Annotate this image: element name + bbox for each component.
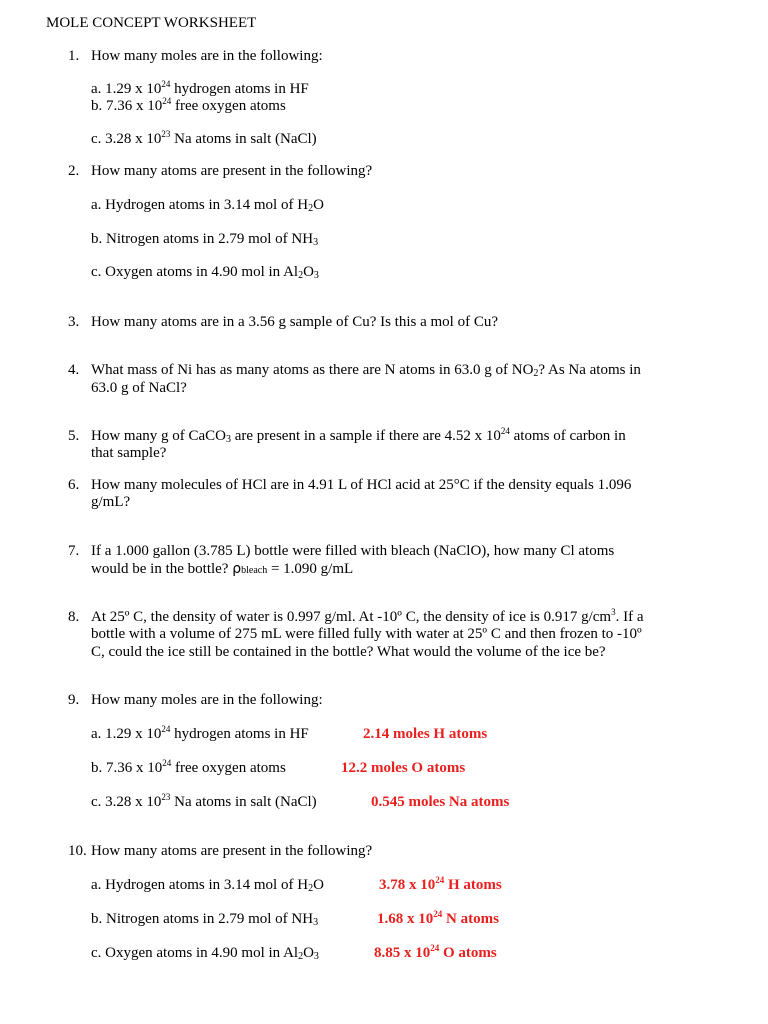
question-item-c: c. Oxygen atoms in 4.90 mol in $Al_2O_3$ — [91, 264, 319, 281]
question-item-c: c. 3.28 x $10^{23}$ Na atoms in salt (NaCl) — [91, 129, 317, 147]
answer-b: 1.68 x $10^{24}$ N atoms — [377, 909, 499, 927]
question-text: At 25º C, the density of water is 0.997 g/ml. At -10º C, the density of ice is 0.917 $g/cm^3$. If a — [91, 607, 644, 625]
rho-symbol: ρ — [232, 561, 242, 577]
question-text: How many atoms are present in the following? — [91, 163, 373, 179]
answer-b: 12.2 moles O atoms — [341, 760, 466, 776]
question-item-c: c. 3.28 x $10^{23}$ Na atoms in salt (NaCl) — [91, 792, 317, 810]
question-text: How many g of CaCO$_3$ are present in a sample if there are 4.52 x $10^{24}$ atoms of carbon in — [91, 426, 626, 445]
question-number: 2. — [68, 163, 80, 179]
question-item-a: a. Hydrogen atoms in 3.14 mol of $H_2O$ — [91, 197, 324, 214]
question-text-line-2: that sample? — [91, 445, 167, 461]
question-text-line-2: bottle with a volume of 275 mL were filled fully with water at 25º C and then frozen to -10º — [91, 626, 642, 642]
question-text-line-2: 63.0 g of NaCl? — [91, 380, 187, 396]
answer-c: 8.85 x $10^{24}$ O atoms — [374, 943, 497, 961]
question-item-b: b. Nitrogen atoms in 2.79 mol of $NH_3$ — [91, 911, 319, 928]
answer-a: 2.14 moles H atoms — [363, 726, 488, 742]
question-text-line-2: g/mL? — [91, 494, 131, 510]
question-number: 3. — [68, 314, 80, 330]
question-item-a: a. 1.29 x $10^{24}$ hydrogen atoms in HF — [91, 79, 309, 97]
question-number: 4. — [68, 362, 80, 378]
question-number: 8. — [68, 609, 80, 625]
question-item-b: b. Nitrogen atoms in 2.79 mol of $NH_3$ — [91, 231, 319, 248]
question-number: 9. — [68, 692, 80, 708]
question-number: 6. — [68, 477, 80, 493]
question-text: How many molecules of HCl are in 4.91 L of HCl acid at 25°C if the density equals 1.096 — [91, 477, 632, 493]
question-item-a: a. Hydrogen atoms in 3.14 mol of $H_2O$ — [91, 877, 324, 894]
question-text: What mass of Ni has as many atoms as there are N atoms in 63.0 g of $NO_2$? As Na atoms in — [91, 362, 641, 379]
question-item-b: b. 7.36 x $10^{24}$ free oxygen atoms — [91, 96, 286, 114]
question-number: 5. — [68, 428, 80, 444]
question-number: 7. — [68, 543, 80, 559]
question-text: If a 1.000 gallon (3.785 L) bottle were filled with bleach (NaClO), how many Cl atoms — [91, 543, 615, 559]
question-text: How many moles are in the following: — [91, 692, 323, 708]
answer-c: 0.545 moles Na atoms — [371, 794, 510, 810]
answer-a: 3.78 x $10^{24}$ H atoms — [379, 875, 502, 893]
question-text: How many moles are in the following: — [91, 48, 323, 64]
question-item-c: c. Oxygen atoms in 4.90 mol in $Al_2O_3$ — [91, 945, 319, 962]
question-text-line-3: C, could the ice still be contained in the bottle? What would the volume of the ice be? — [91, 644, 606, 660]
question-text-line-2: would be in the bottle? ρbleach = 1.090 g/mL — [91, 561, 354, 577]
question-item-a: a. 1.29 x $10^{24}$ hydrogen atoms in HF — [91, 724, 309, 742]
question-text: How many atoms are in a 3.56 g sample of Cu? Is this a mol of Cu? — [91, 314, 499, 330]
worksheet-title: MOLE CONCEPT WORKSHEET — [46, 15, 257, 31]
question-number: 10. — [68, 843, 87, 859]
question-number: 1. — [68, 48, 80, 64]
question-item-b: b. 7.36 x $10^{24}$ free oxygen atoms — [91, 758, 286, 776]
question-text: How many atoms are present in the following? — [91, 843, 373, 859]
